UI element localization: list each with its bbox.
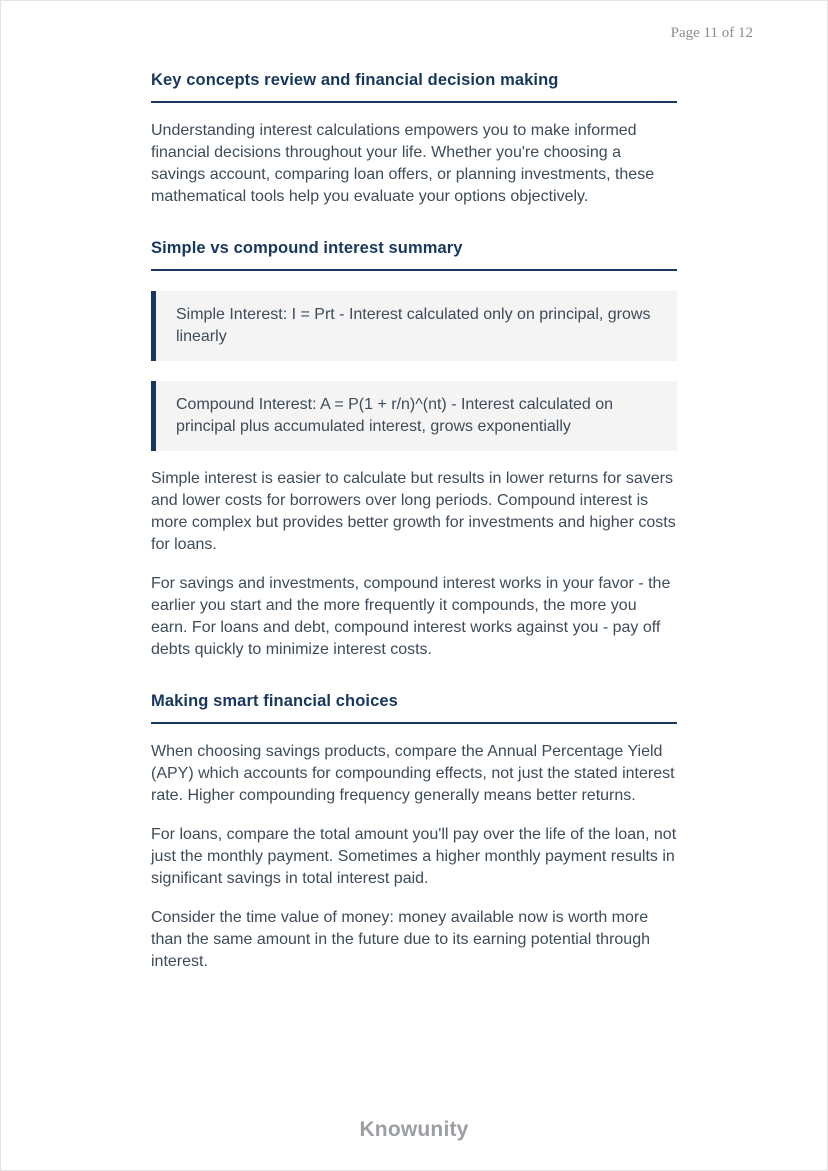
document-content (1, 1, 827, 973)
section-heading-smart-choices: Making smart financial choices (151, 692, 677, 724)
callout-simple-interest: Simple Interest: I = Prt - Interest calculated only on principal, grows linearly (151, 291, 677, 361)
paragraph-savings-and-debt-advice: For savings and investments, compound interest works in your favor - the earlier you start and the more frequently it compounds, the more you earn. For loans and debt, compound interest works against you - pay off debts quickly to minimize interest costs. (151, 575, 671, 658)
paragraph-loan-comparison-advice: For loans, compare the total amount you'll pay over the life of the loan, not just the monthly payment. Sometimes a higher monthly payment results in significant savings in total interest paid. (151, 826, 677, 887)
paragraph-simple-vs-compound-comparison: Simple interest is easier to calculate but results in lower returns for savers and lower costs for borrowers over long periods. Compound interest is more complex but provides better growth for investments and higher costs for loans. (151, 470, 676, 553)
footer-brand-knowunity: Knowunity (359, 1118, 469, 1141)
section-heading-key-concepts: Key concepts review and financial decision making (151, 71, 677, 103)
paragraph-time-value-of-money: Consider the time value of money: money available now is worth more than the same amount in the future due to its earning potential through interest. (151, 909, 650, 970)
callout-compound-interest: Compound Interest: A = P(1 + r/n)^(nt) - Interest calculated on principal plus accumulated interest, grows exponentially (151, 381, 677, 451)
paragraph-key-concepts-intro: Understanding interest calculations empowers you to make informed financial decisions throughout your life. Whether you're choosing a savings account, comparing loan offers, or planning investments, these mathematical tools help you evaluate your options objectively. (151, 122, 655, 205)
page-indicator: Page 11 of 12 (670, 25, 753, 41)
paragraph-apy-advice: When choosing savings products, compare the Annual Percentage Yield (APY) which accounts for compounding effects, not just the stated interest rate. Higher compounding frequency generally means better returns. (151, 743, 675, 804)
section-heading-simple-vs-compound: Simple vs compound interest summary (151, 239, 677, 271)
